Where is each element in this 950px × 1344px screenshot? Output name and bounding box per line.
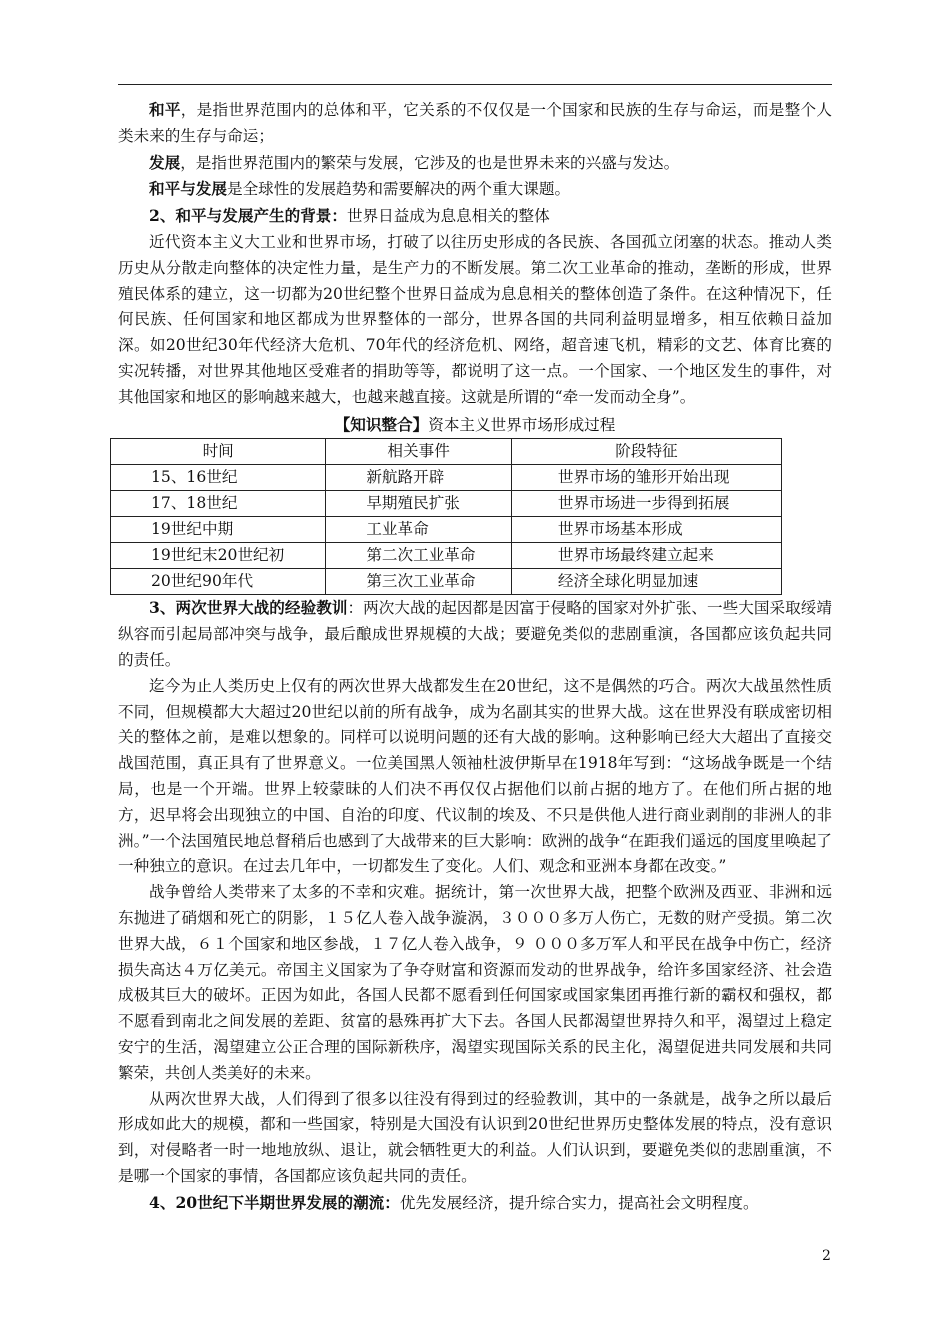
section-title: 2、和平与发展产生的背景： — [149, 206, 347, 226]
section-heading-2 — [118, 203, 832, 230]
cell-feature: 世界市场基本形成 — [511, 517, 781, 543]
table-row — [111, 491, 782, 517]
table-caption — [118, 412, 832, 439]
table-row — [111, 569, 782, 595]
cell-time: 17、18世纪 — [111, 491, 326, 517]
paragraph-development — [118, 150, 832, 177]
cell-feature: 经济全球化明显加速 — [511, 569, 781, 595]
paragraph-lessons: 从两次世界大战，人们得到了很多以往没有得到过的经验教训，其中的一条就是，战争之所以最后形成如此大的规模，都和一些国家，特别是大国没有认识到20世纪世界历史整体发展的特点，没有意识到，对侵略者一时一地地放纵、退让，就会牺牲更大的利益。人们认识到，要避免类似的悲剧重演，不是哪一个国家的事情，各国都应该负起共同的责任。 — [118, 1089, 832, 1185]
paragraph-war-disasters: 战争曾给人类带来了太多的不幸和灾难。据统计，第一次世界大战，把整个欧洲及西亚、非洲和远东抛进了硝烟和死亡的阴影，１５亿人卷入战争漩涡，３０００多万人伤亡，无数的财产受损。第二次世界大战，６１个国家和地区参战，１７亿人卷入战争，９ ０００多万军人和平民在战争中伤亡，经济损失高达４万亿美元。帝国主义国家为了争夺财富和资源而发动的世界战争，给许多国家经济、社会造成极其巨大的破坏。正因为如此，各国人民都不愿看到任何国家或国家集团再推行新的霸权和强权，都不愿看到南北之间发展的差距、贫富的悬殊再扩大下去。各国人民都渴望世界持久和平，渴望过上稳定安宁的生活，渴望建立公正合理的国际新秩序，渴望实现国际关系的民主化，渴望促进共同发展和共同繁荣，共创人类美好的未来。 — [118, 883, 832, 1082]
section-text: 世界日益成为息息相关的整体 — [346, 207, 550, 226]
header-rule — [118, 84, 832, 85]
cell-time: 15、16世纪 — [111, 465, 326, 491]
page-number: 2 — [822, 1248, 831, 1264]
cell-time: 19世纪中期 — [111, 517, 326, 543]
section-title: 3、两次世界大战的经验教训 — [149, 598, 348, 618]
cell-event: 第三次工业革命 — [326, 569, 512, 595]
caption-label: 【知识整合】 — [334, 414, 429, 434]
cell-feature: 世界市场进一步得到拓展 — [511, 491, 781, 517]
page-body — [118, 97, 832, 1216]
header-features: 阶段特征 — [511, 439, 781, 465]
section-text: ：两次大战的起因都是因富于侵略的国家对外扩张、一些大国采取绥靖纵容而引起局部冲突与战争，最后酿成世界规模的大战；要避免类似的悲剧重演，各国都应该负起共同的责任。 — [118, 599, 832, 669]
cell-feature: 世界市场的雏形开始出现 — [511, 465, 781, 491]
market-formation-table — [110, 438, 782, 595]
table-row — [111, 517, 782, 543]
cell-event: 早期殖民扩张 — [326, 491, 512, 517]
term-development: 发展 — [149, 152, 181, 172]
caption-text: 资本主义世界市场形成过程 — [428, 415, 616, 434]
paragraph-peace-development — [118, 176, 832, 203]
cell-time: 19世纪末20世纪初 — [111, 543, 326, 569]
table-row — [111, 465, 782, 491]
term-peace-development: 和平与发展 — [149, 179, 227, 199]
paragraph-text: ，是指世界范围内的繁荣与发展，它涉及的也是世界未来的兴盛与发达。 — [180, 153, 680, 172]
cell-event: 第二次工业革命 — [326, 543, 512, 569]
paragraph-background: 近代资本主义大工业和世界市场，打破了以往历史形成的各民族、各国孤立闭塞的状态。推动人类历史从分散走向整体的决定性力量，是生产力的不断发展。第二次工业革命的推动，垄断的形成，世界殖民体系的建立，这一切都为20世纪整个世界日益成为息息相关的整体创造了条件。在这种情况下，任何民族、任何国家和地区都成为世界整体的一部分，世界各国的共同利益明显增多，相互依赖日益加深。如20世纪30年代经济大危机、70年代的经济危机、网络，超音速飞机，精彩的文艺、体育比赛的实况转播，对世界其他地区受难者的捐助等等，都说明了这一点。一个国家、一个地区发生的事件，对其他国家和地区的影响越来越大，也越来越直接。这就是所谓的“牵一发而动全身”。 — [118, 232, 832, 406]
section-heading-4 — [118, 1190, 832, 1217]
paragraph-peace — [118, 97, 832, 150]
header-time: 时间 — [111, 439, 326, 465]
cell-time: 20世纪90年代 — [111, 569, 326, 595]
header-events: 相关事件 — [326, 439, 512, 465]
cell-event: 工业革命 — [326, 517, 512, 543]
term-peace: 和平 — [149, 100, 181, 119]
paragraph-text: 是全球性的发展趋势和需要解决的两个重大课题。 — [226, 180, 571, 199]
cell-event: 新航路开辟 — [326, 465, 512, 491]
section-title: 4、20世纪下半期世界发展的潮流： — [149, 1192, 400, 1212]
section-heading-3 — [118, 595, 832, 673]
section-text: 优先发展经济，提升综合实力，提高社会文明程度。 — [399, 1193, 759, 1212]
cell-feature: 世界市场最终建立起来 — [511, 543, 781, 569]
table-row — [111, 543, 782, 569]
paragraph-world-wars: 迄今为止人类历史上仅有的两次世界大战都发生在20世纪，这不是偶然的巧合。两次大战虽然性质不同，但规模都大大超过20世纪以前的所有战争，成为名副其实的世界大战。这在世界没有联成密切相关的整体之前，是难以想象的。同样可以说明问题的还有大战的影响。这种影响已经大大超出了直接交战国范围，真正具有了世界意义。一位美国黑人领袖杜波伊斯早在1918年写到：“这场战争既是一个结局，也是一个开端。世界上较蒙昧的人们决不再仅仅占据他们以前占据的地方了。在他们所占据的地方，迟早将会出现独立的中国、自治的印度、代议制的埃及、不只是供他人进行商业剥削的非洲人的非洲。”一个法国殖民地总督稍后也感到了大战带来的巨大影响：欧洲的战争“在距我们遥远的国度里唤起了一种独立的意识。在过去几年中，一切都发生了变化。人们、观念和亚洲本身都在改变。” — [118, 676, 832, 876]
paragraph-text: ，是指世界范围内的总体和平，它关系的不仅仅是一个国家和民族的生存与命运，而是整个人类未来的生存与命运； — [118, 101, 832, 145]
table-header-row — [111, 439, 782, 465]
